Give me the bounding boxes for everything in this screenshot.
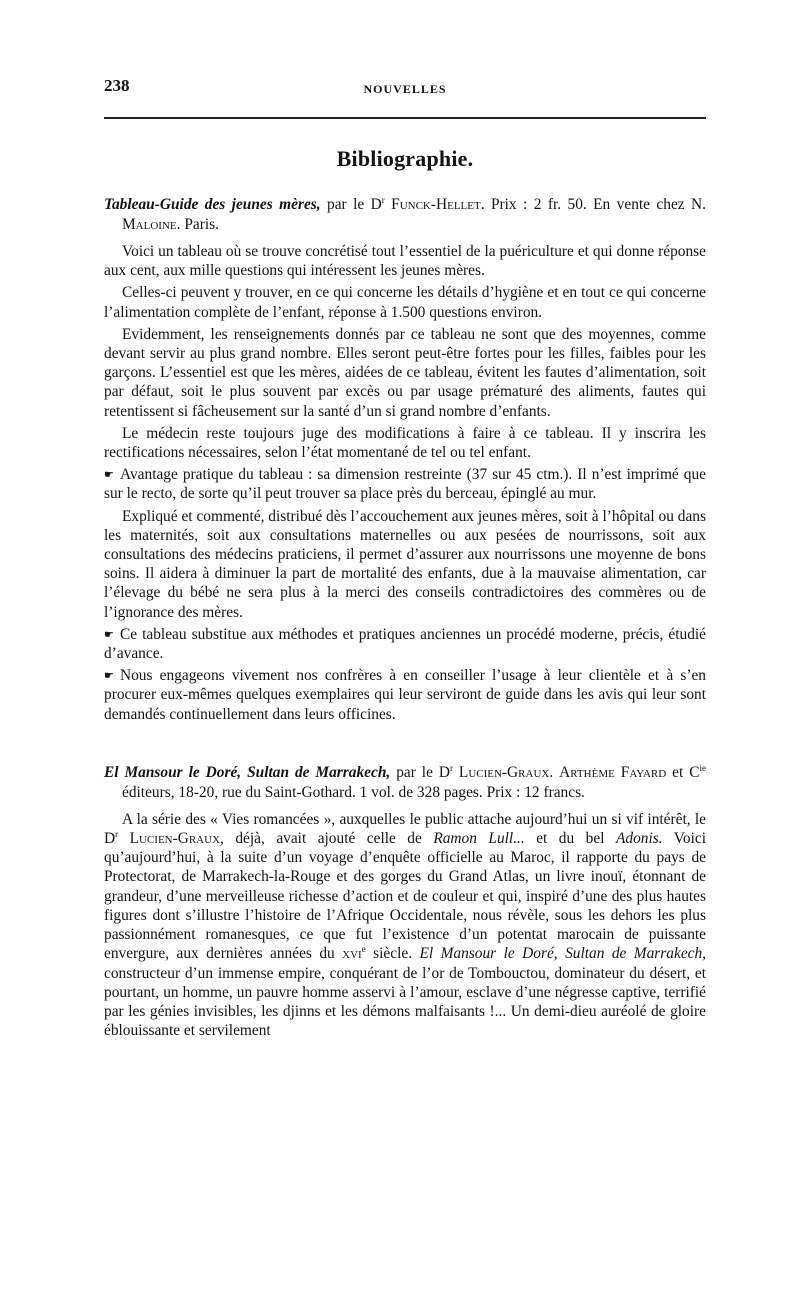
entry2-text-e: siècle. (365, 945, 420, 963)
entry2-text-author: Lucien-Graux (118, 830, 221, 848)
entry1-paragraph-2: Celles-ci peuvent y trouver, en ce qui concerne les détails d’hygiène et en tout ce qui concerne l’alimentation complète de l’enfant, réponse à 1.500 questions environ. (104, 284, 706, 321)
running-head (104, 76, 706, 102)
entry1-note-1 (104, 465, 706, 503)
entry2-text-ramon: Ramon Lull... (433, 830, 525, 848)
pointing-hand-icon: ☛ (104, 469, 114, 482)
entry2-text-d: Voici qu’aujourd’hui, à la suite d’un voyage d’enquête officielle au Maroc, il rapporte du pays de Protectorat, de Marrakech-la-Rouge et des gorges du Grand Atlas, un livre inouï, étonnant de grandeur, d’une merveilleuse richesse d’action et de couleur et qui, inspiré d’une des plus hautes figures dont s’illustre l’histoire de l’Afrique Occidentale, nous révèle, sous les dehors les plus passionnément romanesques, ce que fut l’existence d’un potentat marocain de puissante envergure, aux dernières années du (104, 830, 706, 963)
entry2-by: par le D (390, 763, 450, 781)
pointing-hand-icon: ☛ (104, 670, 114, 683)
entry2-text-b: , déjà, avait ajouté celle de (220, 830, 434, 848)
entry2-dr-sup: r (449, 762, 453, 773)
entry1-note-3 (104, 666, 706, 724)
entry2-publisher: Arthème Fayard (559, 763, 667, 781)
section-title: Bibliographie. (336, 146, 474, 171)
entry1-place: Paris. (180, 216, 219, 233)
entry1-paragraph-1: Voici un tableau où se trouve concrétisé tout l’essentiel de la puériculture et qui donne réponse aux cent, aux mille questions qui intéressent les jeunes mères. (104, 243, 706, 280)
entry-separator (104, 727, 706, 763)
entry1-note-2-text: Ce tableau substitue aux méthodes et pratiques anciennes un procédé moderne, précis, étudié d’avance. (104, 625, 706, 663)
entry2-text-adonis: Adonis. (615, 830, 663, 848)
entry1-note-3-text: Nous engageons vivement nos confrères à en conseiller l’usage à leur clientèle et à s’en procurer eux-mêmes quelques exemplaires qui leur serviront de guide dans les avis qui leur sont demandés continuellement dans leurs officines. (104, 667, 706, 723)
entry1-dr-sup: r (381, 194, 385, 205)
entry2-text-c: et du bel (524, 830, 616, 848)
entry2-details: éditeurs, 18-20, rue du Saint-Gothard. 1 vol. de 328 pages. Prix : 12 francs. (122, 783, 585, 801)
entry1-paragraph-4: Le médecin reste toujours juge des modifications à faire à ce tableau. Il y inscrira les rectifications nécessaires, selon l’état momentané de tel ou tel enfant. (104, 424, 706, 462)
entry2-text-century: xvi (342, 945, 362, 963)
running-title: NOUVELLES (363, 82, 447, 96)
entry1-heading (104, 195, 706, 235)
header-rule (104, 117, 706, 119)
pointing-hand-icon: ☛ (104, 628, 114, 641)
entry2-text-f: constructeur d’un immense empire, conquérant de l’or de Tombouctou, dominateur du désert, et pourtant, un homme, un pauvre homme asservi à l’amour, esclave d’une négresse captive, terrifié par les génies invisibles, les djinns et les démons malfaisants !... Un demi-dieu auréolé de gloire éblouissante et servilement (104, 964, 706, 1040)
entry1-title: Tableau-Guide des jeunes mères, (104, 196, 321, 213)
entry2-text-a: A la série des « Vies romancées », auxquelles le public attache aujourd’hui un si vif intérêt, le D (104, 810, 706, 848)
entry1-by: par le D (320, 196, 382, 213)
entry2-author: Lucien-Graux. (452, 763, 554, 781)
entry1-publisher: Maloine. (122, 216, 181, 233)
entry2-text-century-sup: e (361, 944, 366, 955)
entry2-paragraph-1 (104, 810, 706, 1040)
entry2-text-a-sup: r (115, 828, 119, 839)
entry2-heading (104, 763, 706, 803)
entry2-title: El Mansour le Doré, Sultan de Marrakech, (104, 763, 391, 781)
page (104, 76, 706, 1043)
entry2-co-sup: ie (699, 762, 706, 773)
entry1-price: Prix : 2 fr. 50. En vente chez N. (484, 196, 706, 213)
entry1-note-2 (104, 625, 706, 663)
entry1-paragraph-5: Expliqué et commenté, distribué dès l’accouchement aux jeunes mères, soit à l’hôpital ou dans les maternités, soit aux consultations maternelles ou aux pesées de nourrissons, soit aux consultations des médecins praticiens, il permet d’assurer aux nourrissons une moyenne de bons soins. Il aidera à diminuer la part de mortalité des enfants, due à la mauvaise alimentation, car l’élevage du bébé ne sera plus à la merci des conseils contradictoires des commères ou de l’ignorance des mères. (104, 507, 706, 621)
page-number: 238 (104, 76, 130, 95)
entry1-paragraph-3: Evidemment, les renseignements donnés par ce tableau ne sont que des moyennes, comme devant servir au plus grand nombre. Elles seront peut-être fortes pour les filles, faibles pour les garçons. L’essentiel est que les mères, aidées de ce tableau, évitent les fautes d’alimentation, soit par défaut, soit le plus souvent par excès ou par usage prématuré des aliments, fautes qui retentissent si fâcheusement sur la santé d’un si grand nombre d’enfants. (104, 325, 706, 420)
entry2-text-title: El Mansour le Doré, Sultan de Marrakech, (419, 945, 707, 963)
entry1-author: Funck-Hellet. (384, 196, 485, 213)
entry1-note-1-text: Avantage pratique du tableau : sa dimension restreinte (37 sur 45 ctm.). Il n’est imprimé que sur le recto, de sorte qu’il peut trouver sa place près du berceau, épinglé au mur. (104, 466, 706, 503)
entry2-et: et C (666, 763, 700, 781)
